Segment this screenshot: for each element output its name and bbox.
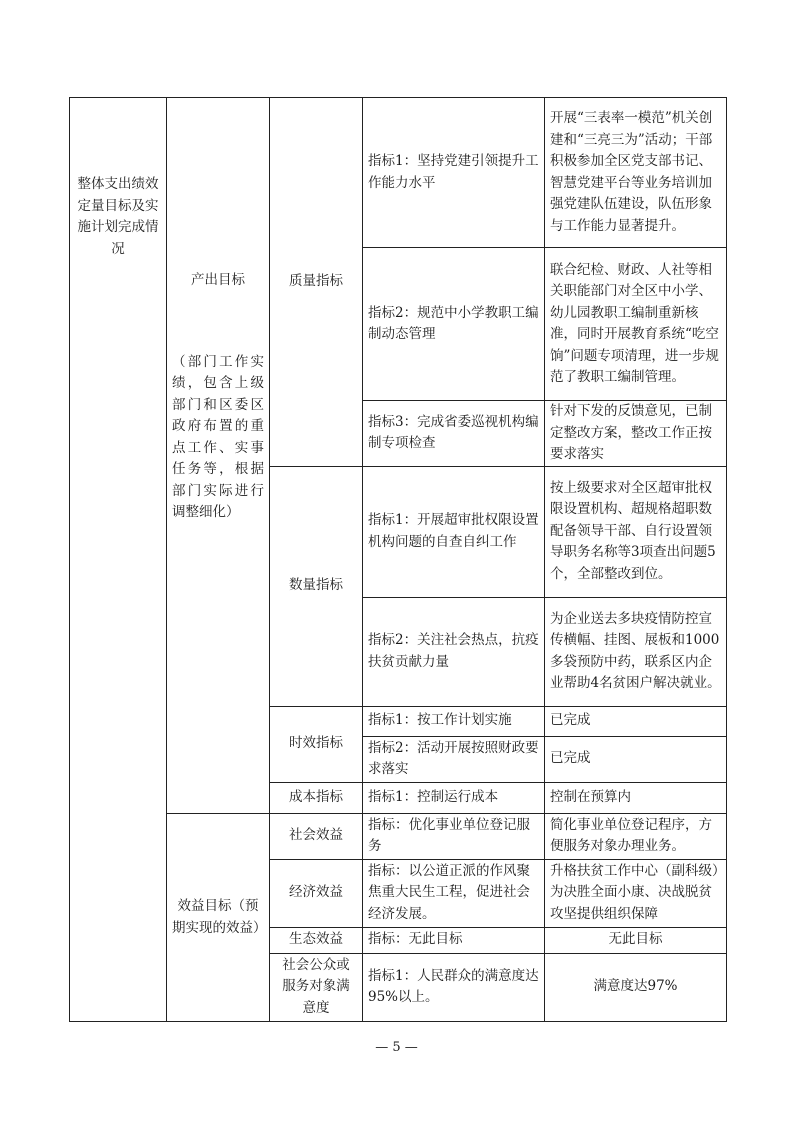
timeliness-indicator-label: 时效指标 bbox=[270, 706, 363, 782]
economic-benefit-label: 经济效益 bbox=[270, 859, 363, 927]
page-number: — 5 — bbox=[375, 1040, 418, 1055]
timeliness-result-2: 已完成 bbox=[545, 736, 727, 782]
cost-result-1: 控制在预算内 bbox=[545, 782, 727, 813]
social-benefit-result: 简化事业单位登记程序，方便服务对象办理业务。 bbox=[545, 813, 727, 859]
cost-indicator-label: 成本指标 bbox=[270, 782, 363, 813]
social-benefit-label: 社会效益 bbox=[270, 813, 363, 859]
ecological-benefit-indicator: 指标：无此目标 bbox=[363, 927, 545, 953]
economic-benefit-indicator: 指标：以公道正派的作风聚焦重大民生工程，促进社会经济发展。 bbox=[363, 859, 545, 927]
satisfaction-label: 社会公众或服务对象满意度 bbox=[270, 953, 363, 1021]
quantity-indicator-2: 指标2：关注社会热点，抗疫扶贫贡献力量 bbox=[363, 597, 545, 706]
timeliness-result-1: 已完成 bbox=[545, 706, 727, 736]
output-goal-note: （部门工作实绩，包含上级部门和区委区政府布置的重点工作、实事任务等，根据部门实际进行调整细化） bbox=[172, 353, 264, 520]
timeliness-indicator-2: 指标2：活动开展按照财政要求落实 bbox=[363, 736, 545, 782]
quality-indicator-1: 指标1：坚持党建引领提升工作能力水平 bbox=[363, 98, 545, 248]
quantity-indicator-1: 指标1：开展超审批权限设置机构问题的自查自纠工作 bbox=[363, 466, 545, 597]
output-goal-title: 产出目标 bbox=[191, 272, 245, 288]
ecological-benefit-label: 生态效益 bbox=[270, 927, 363, 953]
social-benefit-indicator: 指标：优化事业单位登记服务 bbox=[363, 813, 545, 859]
table-row bbox=[70, 813, 727, 859]
category-overall-cell bbox=[70, 98, 167, 1022]
quality-result-2: 联合纪检、财政、人社等相关职能部门对全区中小学、幼儿园教职工编制重新核准，同时开展教育系统“吃空饷”问题专项清理，进一步规范了教职工编制管理。 bbox=[545, 248, 727, 401]
output-goal-cell bbox=[167, 98, 270, 814]
timeliness-indicator-1: 指标1：按工作计划实施 bbox=[363, 706, 545, 736]
performance-table bbox=[69, 97, 727, 1022]
economic-benefit-result: 升格扶贫工作中心（副科级）为决胜全面小康、决战脱贫攻坚提供组织保障 bbox=[545, 859, 727, 927]
ecological-benefit-result: 无此目标 bbox=[545, 927, 727, 953]
quality-result-1: 开展“三表率一模范”机关创建和“三亮三为”活动；干部积极参加全区党支部书记、智慧党建平台等业务培训加强党建队伍建设，队伍形象与工作能力显著提升。 bbox=[545, 98, 727, 248]
quality-result-3: 针对下发的反馈意见，已制定整改方案，整改工作正按要求落实 bbox=[545, 401, 727, 467]
satisfaction-result: 满意度达97% bbox=[545, 953, 727, 1021]
satisfaction-indicator: 指标1：人民群众的满意度达95%以上。 bbox=[363, 953, 545, 1021]
cost-indicator-1: 指标1：控制运行成本 bbox=[363, 782, 545, 813]
benefit-goal-title: 效益目标（预期实现的效益） bbox=[172, 897, 267, 936]
table-row bbox=[70, 98, 727, 248]
quality-indicator-3: 指标3：完成省委巡视机构编制专项检查 bbox=[363, 401, 545, 467]
quantity-result-1: 按上级要求对全区超审批权限设置机构、超规格超职数配备领导干部、自行设置领导职务名称等3项查出问题5个，全部整改到位。 bbox=[545, 466, 727, 597]
category-overall-label: 整体支出绩效定量目标及实施计划完成情况 bbox=[77, 176, 159, 257]
quantity-indicator-label: 数量指标 bbox=[270, 466, 363, 706]
quality-indicator-2: 指标2：规范中小学教职工编制动态管理 bbox=[363, 248, 545, 401]
quantity-result-2: 为企业送去多块疫情防控宣传横幅、挂图、展板和1000多袋预防中药，联系区内企业帮助4名贫困户解决就业。 bbox=[545, 597, 727, 706]
quality-indicator-label: 质量指标 bbox=[270, 98, 363, 467]
benefit-goal-cell bbox=[167, 813, 270, 1021]
